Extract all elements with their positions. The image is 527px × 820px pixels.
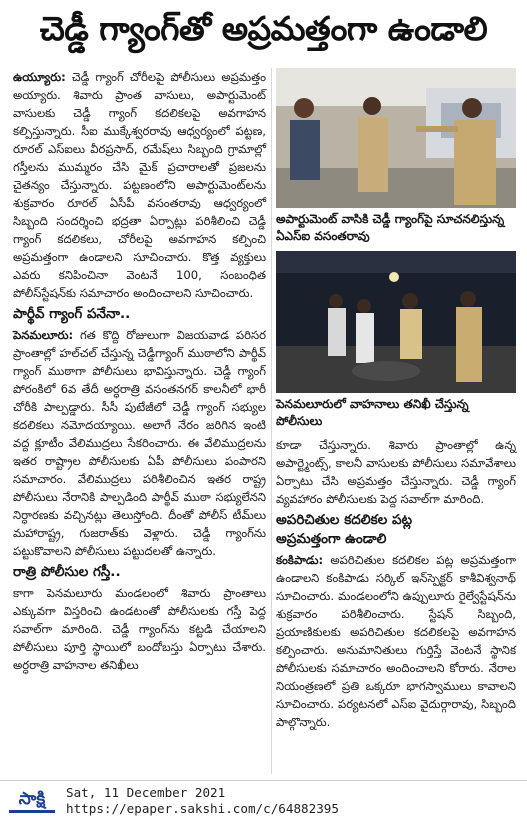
footer bbox=[0, 780, 527, 820]
headline: చెడ్డీ గ్యాంగ్‌తో అప్రమత్తంగా ఉండాలి bbox=[39, 8, 488, 48]
subheading-night-patrol: రాత్రి పోలీసుల గస్తీ.. bbox=[13, 564, 121, 580]
article-column-right bbox=[276, 68, 516, 731]
epaper-link[interactable]: https://epaper.sakshi.com/c/64882395 bbox=[66, 801, 339, 816]
paragraph-uyyuru bbox=[13, 68, 266, 302]
paragraph-kankipadu bbox=[276, 551, 516, 731]
column-divider bbox=[271, 68, 272, 774]
photo-night-image bbox=[276, 251, 516, 393]
sakshi-logo-icon bbox=[6, 784, 58, 818]
subheading-parthiv-gang: పార్థీవ్ గ్యాంగ్ పనేనా.. bbox=[13, 306, 131, 322]
logo-text: సాక్షి bbox=[18, 789, 46, 809]
photo-apartment-image bbox=[276, 68, 516, 208]
dateline-penamaluru: పెనమలూరు: bbox=[13, 328, 74, 342]
dateline-uyyuru: ఉయ్యూరు: bbox=[13, 70, 66, 84]
subheading-strangers-line2: అప్రమత్తంగా ఉండాలి bbox=[276, 531, 387, 547]
paragraph-penamaluru bbox=[13, 326, 266, 560]
paragraph-continued: కూడా చేస్తున్నారు. శివారు ప్రాంతాల్లో ఉన్న అపార్ట్మెంట్స్, కాలనీ వాసులకు పోలీసులు సమావేశాలు ఏర్పాటు చేసి అప్రమత్తం చేస్తున్నారు. చెడ్డీ గ్యాంగ్ వ్యవహారం పోలీసులకు పెద్ద సవాల్‌గా మారింది. bbox=[276, 438, 516, 506]
footer-meta bbox=[66, 785, 339, 817]
subheading-strangers bbox=[276, 511, 516, 549]
article-column-left bbox=[13, 68, 266, 674]
subheading-strangers-line1: అపరిచితుల కదలికల పట్ల bbox=[276, 512, 413, 528]
paragraph-uyyuru-text: చెడ్డీ గ్యాంగ్ చోరీలపై పోలీసులు అప్రమత్తం అయ్యారు. శివారు ప్రాంత వాసులు, అపార్టుమెంట్ వాసులకు చెడ్డీ గ్యాంగ్ కదలికలపై అవగాహన కల్పిస్తున్నారు. సీఐ ముక్కేశ్వరరావు ఆధ్వర్యంలో పట్టణ, రూరల్ ఎస్ఐలు వీరప్రసాద్, రమేష్‌లు సిబ్బంది గ్రామాల్లో గస్తీలను ముమ్మరం చేసి మైక్ ప్రచారాలతో ప్రజలను చైతన్యం చేస్తున్నారు. పట్టణంలోని అపార్టుమెంట్‌లను శుక్రవారం రూరల్ ఏసీపీ వసంతరావు ఆధ్వర్యంలో సిబ్బంది సందర్శించి భద్రతా ఏర్పాట్లు పరిశీలించి చెడ్డీ గ్యాంగ్ కదలికలు, చోరీలపై అవగాహన కల్పించి అప్రమత్తంగా ఉండాలని సూచించారు. కొత్త వ్యక్తులు ఎవరు కనిపించినా వెంటనే 100, సంబంధిత పోలీస్‌స్టేషన్‌కు సమాచారం అందించాలని సూచించారు. bbox=[13, 70, 267, 300]
paragraph-penamaluru-text: గత కొద్ది రోజులుగా విజయవాడ పరిసర ప్రాంతాల్లో హల్‌చల్ చేస్తున్న చెడ్డీగ్యాంగ్ ముఠాలోని పార్థీవ్ గ్యాంగ్ ముఠాగా పోలీసులు భావిస్తున్నారు. చెడ్డీ గ్యాంగ్ పోరంకిలో 6వ తేదీ అర్ధరాత్రి వసంతనగర్ కాలనీలో భారీ చోరీకి పాల్పడ్డారు. సీసీ పుటేజీలో చెడ్డీ గ్యాంగ్ సభ్యుల కదలికలు నమోదయ్యాయి. అలాగే నేరం జరిగిన ఇంటి వద్ద క్లూటీం వేలిముద్రలు సేకరించారు. ఈ వేలిముద్రలను ఇతర రాష్ట్రాల పోలీసులకు ఏపీ పోలీసులు పంపారని సమాచారం. వేలిముద్రలు పరిశీలించిన ఇతర రాష్ట్ర పోలీసులు నేరానికి పాల్పడింది పార్థీవ్ ముఠా సభ్యులేనని నిర్ధారణకు వచ్చినట్లు తెలుస్తోంది. దీంతో పోలీస్ టీమ్‌లు మహారాష్ట్ర, గుజరాత్‌కు వెళ్లారు. చెడ్డీ గ్యాంగ్‌ను పట్టుకొవాలని పోలీసులు పట్టుదలతో ఉన్నారు. bbox=[13, 328, 267, 558]
dateline-kankipadu: కంకిపాడు: bbox=[276, 553, 324, 567]
photo-apartment-police bbox=[276, 68, 516, 208]
paragraph-night-patrol: కాగా పెనమలూరు మండలంలో శివారు ప్రాంతాలు ఎక్కువగా విస్తరించి ఉండటంతో పోలీసులకు గస్తీ పెద్ద సవాల్‌గా మారింది. చెడ్డీ గ్యాంగ్‌ను కట్టడి చేయాలని పోలీసులు పూర్తి స్థాయిలో బందోబస్తు ఏర్పాటు చేశారు. అర్ధరాత్రి వాహనాల తనిఖీలు bbox=[13, 586, 266, 672]
photo1-caption: అపార్టుమెంట్ వాసికి చెడ్డీ గ్యాంగ్‌పై సూచనలిస్తున్న ఏఎస్ఐ వసంతరావు bbox=[276, 212, 505, 243]
photo-night-checking bbox=[276, 251, 516, 393]
publication-date: Sat, 11 December 2021 bbox=[66, 785, 226, 800]
paragraph-kankipadu-text: అపరిచితుల కదలికల పట్ల అప్రమత్తంగా ఉండాలని కంకిపాడు సర్కిల్ ఇన్‌స్పెక్టర్ కాశీవిశ్వనాథ్ సూచించారు. మండలంలోని ఉప్పులూరు రైల్వేస్టేషన్‌ను శుక్రవారం పరిశీలించారు. స్టేషన్ సిబ్బంది, ప్రయాణికులకు అపరిచితుల కదలికలపై అవగాహన కల్పించారు. అనుమానితులు గుర్తిస్తే వెంటనే స్థానిక పోలీసులకు సమాచారం అందించాలని కోరారు. నేరాల నియంత్రణలో ప్రతి ఒక్కరూ భాగస్వాములు కావాలని సూచించారు. పర్యటనలో ఎస్ఐ వైదుర్గారావు, సిబ్బంది పాల్గొన్నారు. bbox=[276, 553, 516, 729]
photo2-caption: పెనమలూరులో వాహనాలు తనిఖీ చేస్తున్న పోలీసులు bbox=[276, 397, 469, 428]
